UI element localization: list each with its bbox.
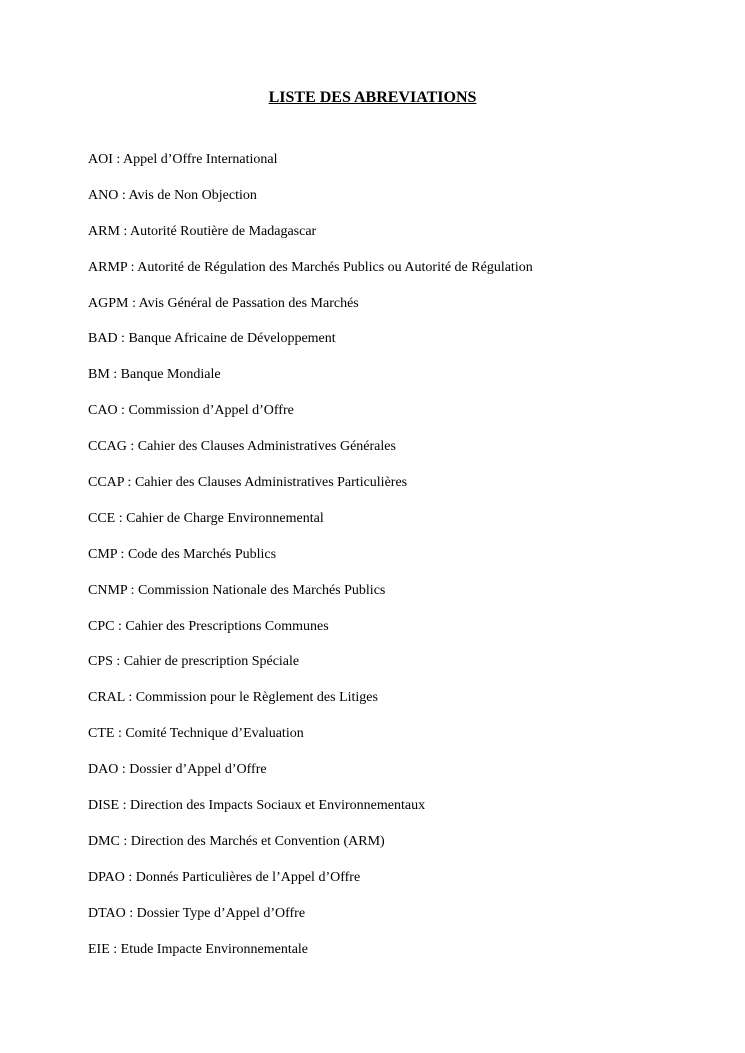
list-item: ARMP : Autorité de Régulation des Marchés Publics ou Autorité de Régulation [88,259,533,275]
list-item: DAO : Dossier d’Appel d’Offre [88,762,267,778]
list-item: CCAG : Cahier des Clauses Administratives Générales [88,439,396,455]
list-item: BAD : Banque Africaine de Développement [88,331,336,347]
list-item: BM : Banque Mondiale [88,367,221,383]
list-item: CMP : Code des Marchés Publics [88,546,277,562]
list-item: CRAL : Commission pour le Règlement des Litiges [88,690,378,706]
list-item: ANO : Avis de Non Objection [88,187,257,203]
list-item: CTE : Comité Technique d’Evaluation [88,726,304,742]
list-item: DISE : Direction des Impacts Sociaux et Environnementaux [88,798,426,814]
list-item: DMC : Direction des Marchés et Convention (ARM) [88,833,385,849]
list-item: AOI : Appel d’Offre International [88,152,278,167]
abbreviation-list [88,151,533,976]
list-item: CCAP : Cahier des Clauses Administratives Particulières [88,475,408,491]
list-item: DTAO : Dossier Type d’Appel d’Offre [88,905,306,921]
list-item: CAO : Commission d’Appel d’Offre [88,403,294,419]
list-item: CPS : Cahier de prescription Spéciale [88,654,300,670]
list-item: DPAO : Donnés Particulières de l’Appel d’Offre [88,869,361,885]
list-item: CNMP : Commission Nationale des Marchés Publics [88,582,386,598]
list-item: CPC : Cahier des Prescriptions Communes [88,618,329,634]
list-item: AGPM : Avis Général de Passation des Marchés [88,295,359,311]
list-item: CCE : Cahier de Charge Environnemental [88,510,324,526]
list-item: EIE : Etude Impacte Environnementale [88,941,309,957]
page-title: LISTE DES ABREVIATIONS [268,89,477,106]
list-item: ARM : Autorité Routière de Madagascar [88,223,317,239]
